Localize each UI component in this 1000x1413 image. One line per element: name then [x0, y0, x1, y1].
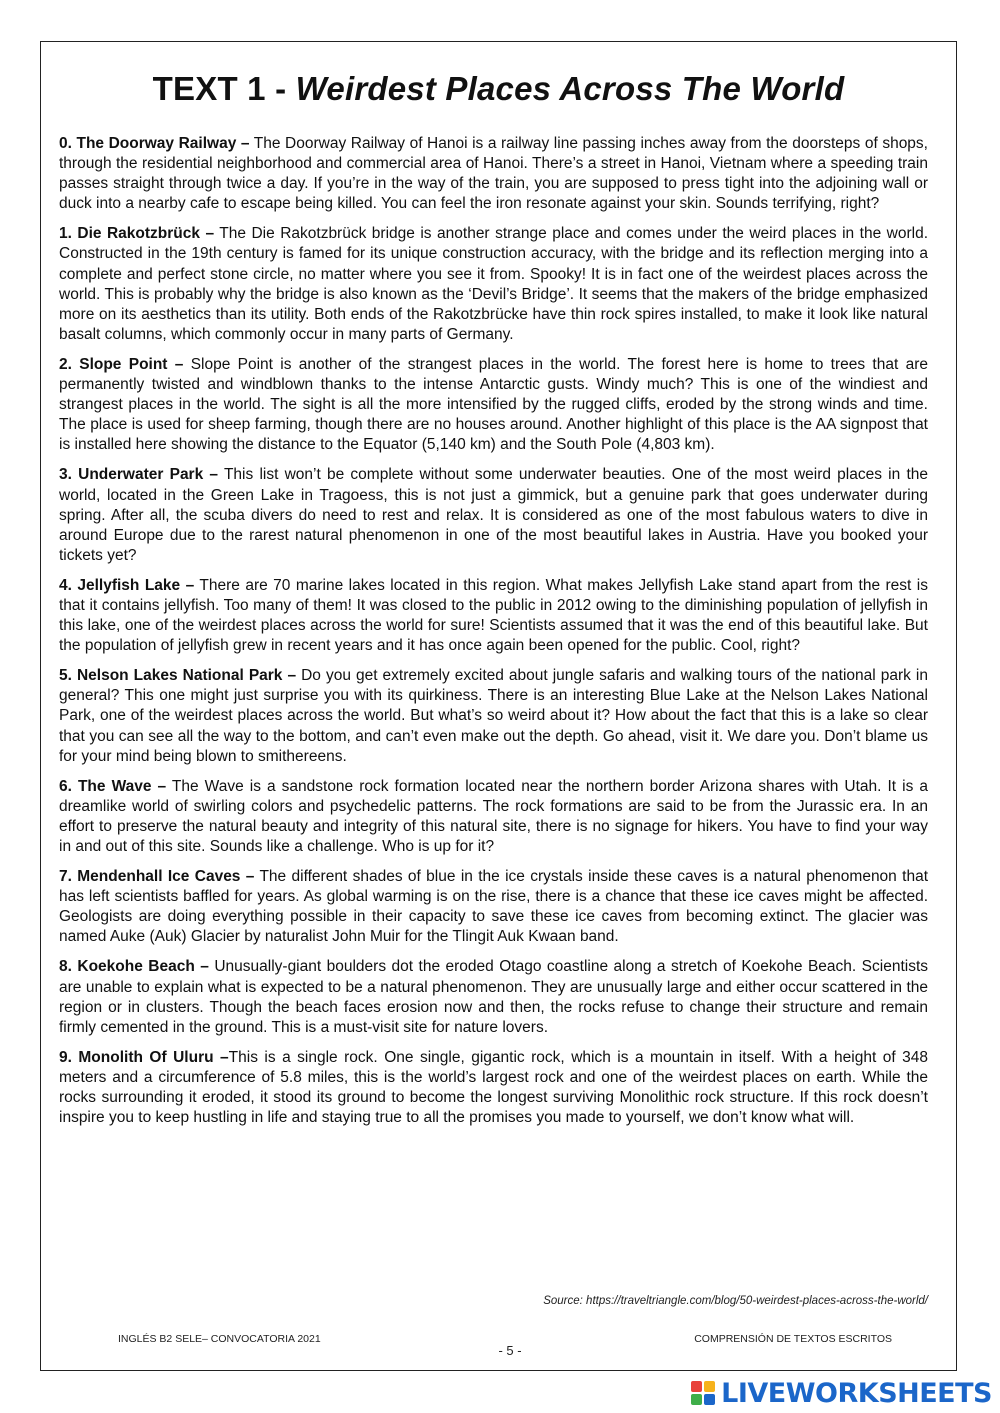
- paragraph: [59, 957, 928, 1037]
- footer-exam-name: INGLÉS B2 SELE– CONVOCATORIA 2021: [118, 1333, 321, 1345]
- logo-text: LIVEWORKSHEETS: [721, 1377, 992, 1409]
- paragraph-heading: 8. Koekohe Beach –: [59, 958, 209, 976]
- paragraph-heading: 9. Monolith Of Uluru –: [59, 1048, 229, 1066]
- paragraph: [59, 134, 928, 214]
- paragraph-text: This list won’t be complete without some underwater beauties. One of the most weird places in the world, located in the Green Lake in Tragoess, this is not just a gimmick, but a genuine park that goes underwater during spring. After all, the scuba divers do need to rest and relax. It is considered as one of the most fabulous waters to dive in around Europe due to the rarest natural phenomenon in one of the most beautiful lakes in Austria. Have you booked your tickets yet?: [59, 466, 928, 564]
- logo-square: [691, 1381, 702, 1392]
- source-citation: Source: https://traveltriangle.com/blog/50-weirdest-places-across-the-world/: [543, 1295, 928, 1307]
- paragraph-heading: 5. Nelson Lakes National Park –: [59, 667, 297, 685]
- paragraph-text: The Doorway Railway of Hanoi is a railway line passing inches away from the doorsteps of shops, through the residential neighborhood and commercial area of Hanoi. There’s a street in Hanoi, Vietnam where a speeding train passes straight through twice a day. If you’re in the way of the train, you are supposed to press tight into the adjoining wall or duck into a nearby cafe to escape being killed. You can feel the iron resonate against your skin. Sounds terrifying, right?: [59, 135, 928, 213]
- logo-square: [704, 1381, 715, 1392]
- paragraph-text: There are 70 marine lakes located in this region. What makes Jellyfish Lake stand apart from the rest is that it contains jellyfish. Too many of them! It was closed to the public in 2012 owing to the diminishing population of jellyfish in this lake, one of the weirdest places across the world for sure! Scientists assumed that it was the end of this beautiful lake. But the population of jellyfish grew in recent years and it has once again been opened for the public. Cool, right?: [59, 576, 928, 655]
- paragraph-heading: 3. Underwater Park –: [59, 466, 219, 484]
- paragraph-text: Unusually-giant boulders dot the eroded Otago coastline along a stretch of Koekohe Beach. Scientists are unable to explain what is expected to be a natural phenomenon. They are unusually large and either occur scattered in the region or in clusters. Though the beach faces erosion now and then, the rocks refuse to change their structure and remain firmly cemented in the ground. This is a must-visit site for nature lovers.: [59, 958, 928, 1036]
- logo-icon: [691, 1381, 715, 1405]
- paragraph: [59, 576, 928, 656]
- paragraph: [59, 1048, 928, 1128]
- paragraph: [59, 224, 928, 345]
- paragraph: [59, 666, 928, 766]
- footer-section-name: COMPRENSIÓN DE TEXTOS ESCRITOS: [694, 1333, 892, 1345]
- paragraph: [59, 355, 928, 455]
- paragraph: [59, 777, 928, 857]
- paragraph-heading: 1. Die Rakotzbrück –: [59, 225, 215, 243]
- liveworksheets-logo: [691, 1378, 992, 1408]
- paragraph-text: Do you get extremely excited about jungle safaris and walking tours of the national park in general? This one might just surprise you with its quirkiness. There is an interesting Blue Lake at the Nelson Lakes National Park, one of the weirdest places across the world. But what’s so weird about it? How about the fact that this is a lake so clear that you can see all the way to the bottom, and can’t even make out the depth. Go ahead, visit it. We dare you. Don’t blame us for your mind being blown to smithereens.: [59, 667, 928, 765]
- logo-square: [691, 1394, 702, 1405]
- paragraph: [59, 867, 928, 947]
- paragraph-heading: 6. The Wave –: [59, 777, 167, 795]
- paragraph-heading: 4. Jellyfish Lake –: [59, 576, 195, 594]
- paragraph-heading: 2. Slope Point –: [59, 355, 184, 373]
- paragraph-text: Slope Point is another of the strangest places in the world. The forest here is home to trees that are permanently twisted and windblown thanks to the intense Antarctic gusts. Windy much? This is one of the windiest and strangest places in the world. The sight is all the more intensified by the rugged cliffs, eroded by the strong winds and time. The place is used for sheep farming, though there are no houses around. Another highlight of this place is the AA signpost that is installed here showing the distance to the Equator (5,140 km) and the South Pole (4,803 km).: [59, 355, 928, 454]
- paragraph: [59, 465, 928, 565]
- paragraph-text: This is a single rock. One single, gigantic rock, which is a mountain in itself. With a height of 348 meters and a circumference of 5.8 miles, this is the world’s largest rock and one of the weirdest places on earth. While the rocks surrounding it eroded, it stood its ground to become the longest surviving Monolithic rock structure. If this rock doesn’t inspire you to keep hustling in life and staying true to all the promises you made to yourself, we don’t know what will.: [59, 1048, 928, 1127]
- page-title: [40, 70, 957, 108]
- title-prefix: TEXT 1 -: [152, 70, 296, 107]
- title-italic: Weirdest Places Across The World: [295, 70, 845, 107]
- page-number: - 5 -: [498, 1343, 522, 1358]
- logo-square: [704, 1394, 715, 1405]
- paragraph-text: The Wave is a sandstone rock formation located near the northern border Arizona shares with Utah. It is a dreamlike world of swirling colors and psychedelic patterns. The rock formations are said to be from the Jurassic era. In an effort to preserve the natural beauty and integrity of this natural site, there is no signage for hikers. You have to find your way in and out of this site. Sounds like a challenge. Who is up for it?: [59, 777, 928, 855]
- paragraph-text: The Die Rakotzbrück bridge is another strange place and comes under the weird places in the world. Constructed in the 19th century is famed for its unique construction accuracy, with the bridge and its reflection merging into a complete and perfect stone circle, no matter where you see it from. Spooky! It is in fact one of the weirdest places across the world. This is probably why the bridge is also known as the ‘Devil’s Bridge’. It seems that the makers of the bridge emphasized more on its aesthetics than its utility. Both ends of the Rakotzbrücke have thin rock spires installed, to make it look like natural basalt columns, which commonly occur in many parts of Germany.: [59, 225, 929, 343]
- article-body: [59, 134, 928, 1138]
- paragraph-heading: 7. Mendenhall Ice Caves –: [59, 868, 255, 886]
- paragraph-text: The different shades of blue in the ice crystals inside these caves is a natural phenomenon that has left scientists baffled for years. As global warming is on the rise, there is a chance that these ice caves might be affected. Geologists are doing everything possible in their capacity to save these ice caves from becoming extinct. The glacier was named Auke (Auk) Glacier by naturalist John Muir for the Tlingit Auk Kwaan band.: [59, 868, 928, 946]
- paragraph-heading: 0. The Doorway Railway –: [59, 135, 250, 152]
